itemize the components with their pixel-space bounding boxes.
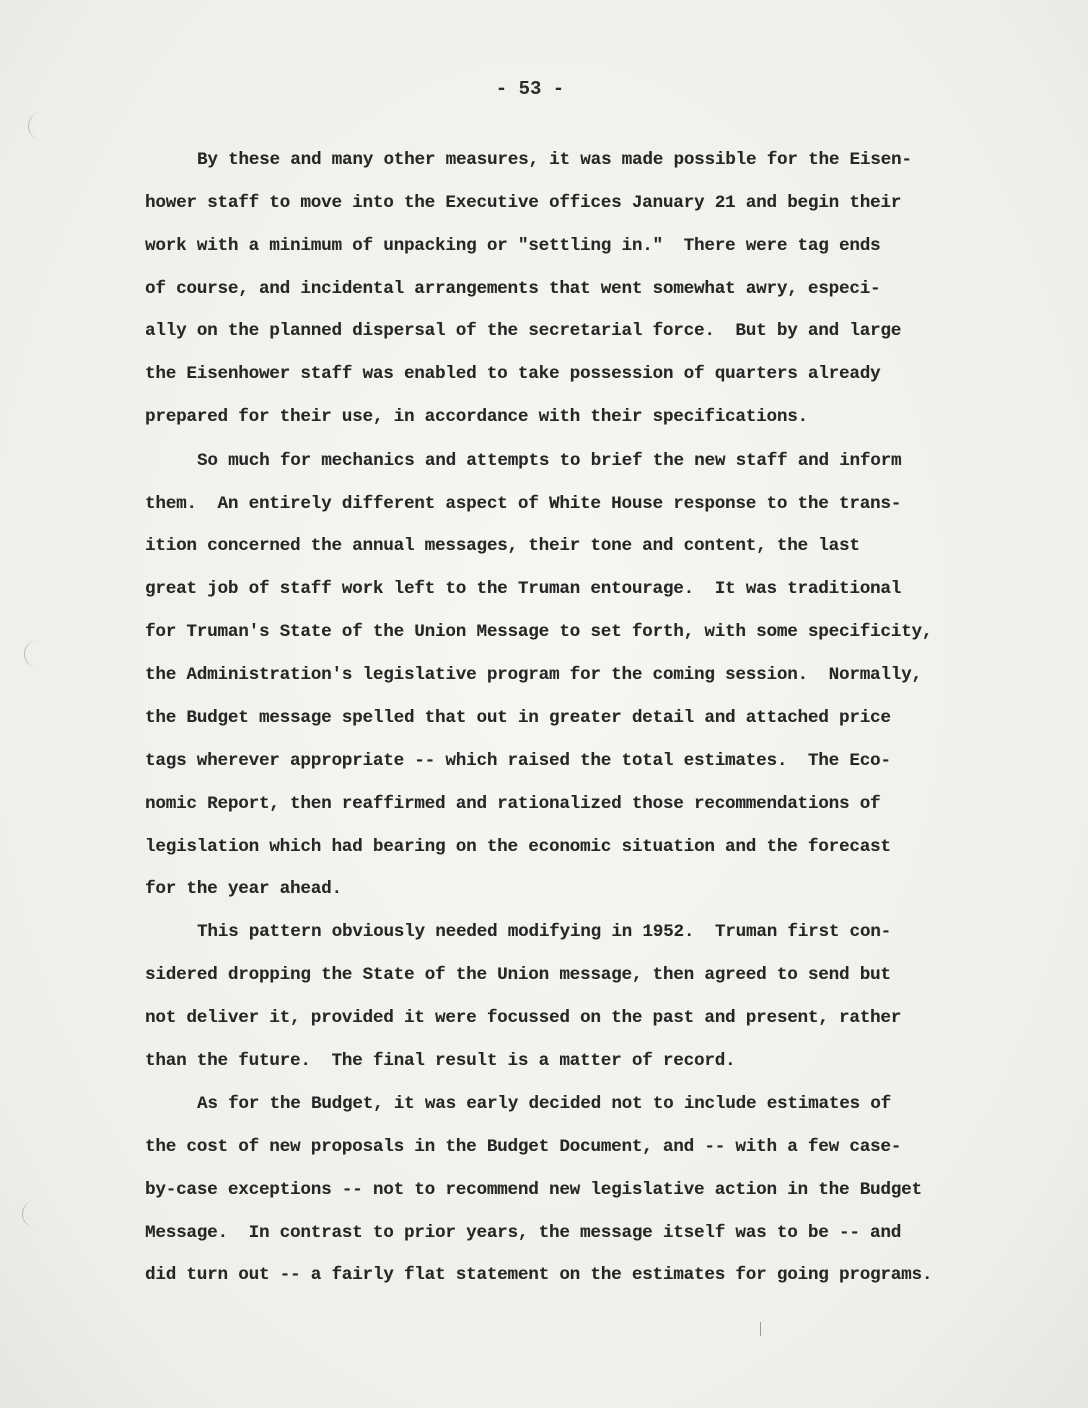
text-line: sidered dropping the State of the Union message, then agreed to send but — [145, 965, 891, 985]
text-line: legislation which had bearing on the economic situation and the forecast — [145, 837, 891, 857]
text-line: the Eisenhower staff was enabled to take possession of quarters already — [145, 364, 881, 384]
text-line: the cost of new proposals in the Budget Document, and -- with a few case- — [145, 1137, 902, 1157]
paper-mark — [760, 1322, 761, 1336]
text-line: for Truman's State of the Union Message to set forth, with some specificity, — [145, 622, 933, 642]
binder-hole-mark — [28, 112, 47, 140]
text-line: By these and many other measures, it was made possible for the Eisen- — [197, 150, 912, 170]
text-line: This pattern obviously needed modifying in 1952. Truman first con- — [197, 922, 891, 942]
text-line: So much for mechanics and attempts to brief the new staff and inform — [197, 451, 902, 471]
text-line: prepared for their use, in accordance with their specifications. — [145, 407, 808, 427]
text-line: ally on the planned dispersal of the secretarial force. But by and large — [145, 321, 902, 341]
text-line: great job of staff work left to the Truman entourage. It was traditional — [145, 579, 902, 599]
text-line: them. An entirely different aspect of White House response to the trans- — [145, 494, 902, 514]
text-line: work with a minimum of unpacking or "settling in." There were tag ends — [145, 236, 881, 256]
text-line: not deliver it, provided it were focussed on the past and present, rather — [145, 1008, 902, 1028]
text-line: by-case exceptions -- not to recommend new legislative action in the Budget — [145, 1180, 922, 1200]
text-line: for the year ahead. — [145, 879, 342, 899]
text-line: did turn out -- a fairly flat statement on the estimates for going programs. — [145, 1265, 933, 1285]
text-line: nomic Report, then reaffirmed and rationalized those recommendations of — [145, 794, 881, 814]
text-line: the Budget message spelled that out in greater detail and attached price — [145, 708, 891, 728]
text-line: As for the Budget, it was early decided not to include estimates of — [197, 1094, 891, 1114]
text-line: the Administration's legislative program for the coming session. Normally, — [145, 665, 922, 685]
text-line: hower staff to move into the Executive offices January 21 and begin their — [145, 193, 902, 213]
binder-hole-mark — [22, 1200, 41, 1228]
text-line: Message. In contrast to prior years, the message itself was to be -- and — [145, 1223, 902, 1243]
binder-hole-mark — [24, 640, 43, 668]
text-line: ition concerned the annual messages, their tone and content, the last — [145, 536, 860, 556]
page-number: - 53 - — [495, 78, 565, 100]
text-line: than the future. The final result is a matter of record. — [145, 1051, 736, 1071]
text-line: of course, and incidental arrangements that went somewhat awry, especi- — [145, 279, 881, 299]
text-line: tags wherever appropriate -- which raised the total estimates. The Eco- — [145, 751, 891, 771]
